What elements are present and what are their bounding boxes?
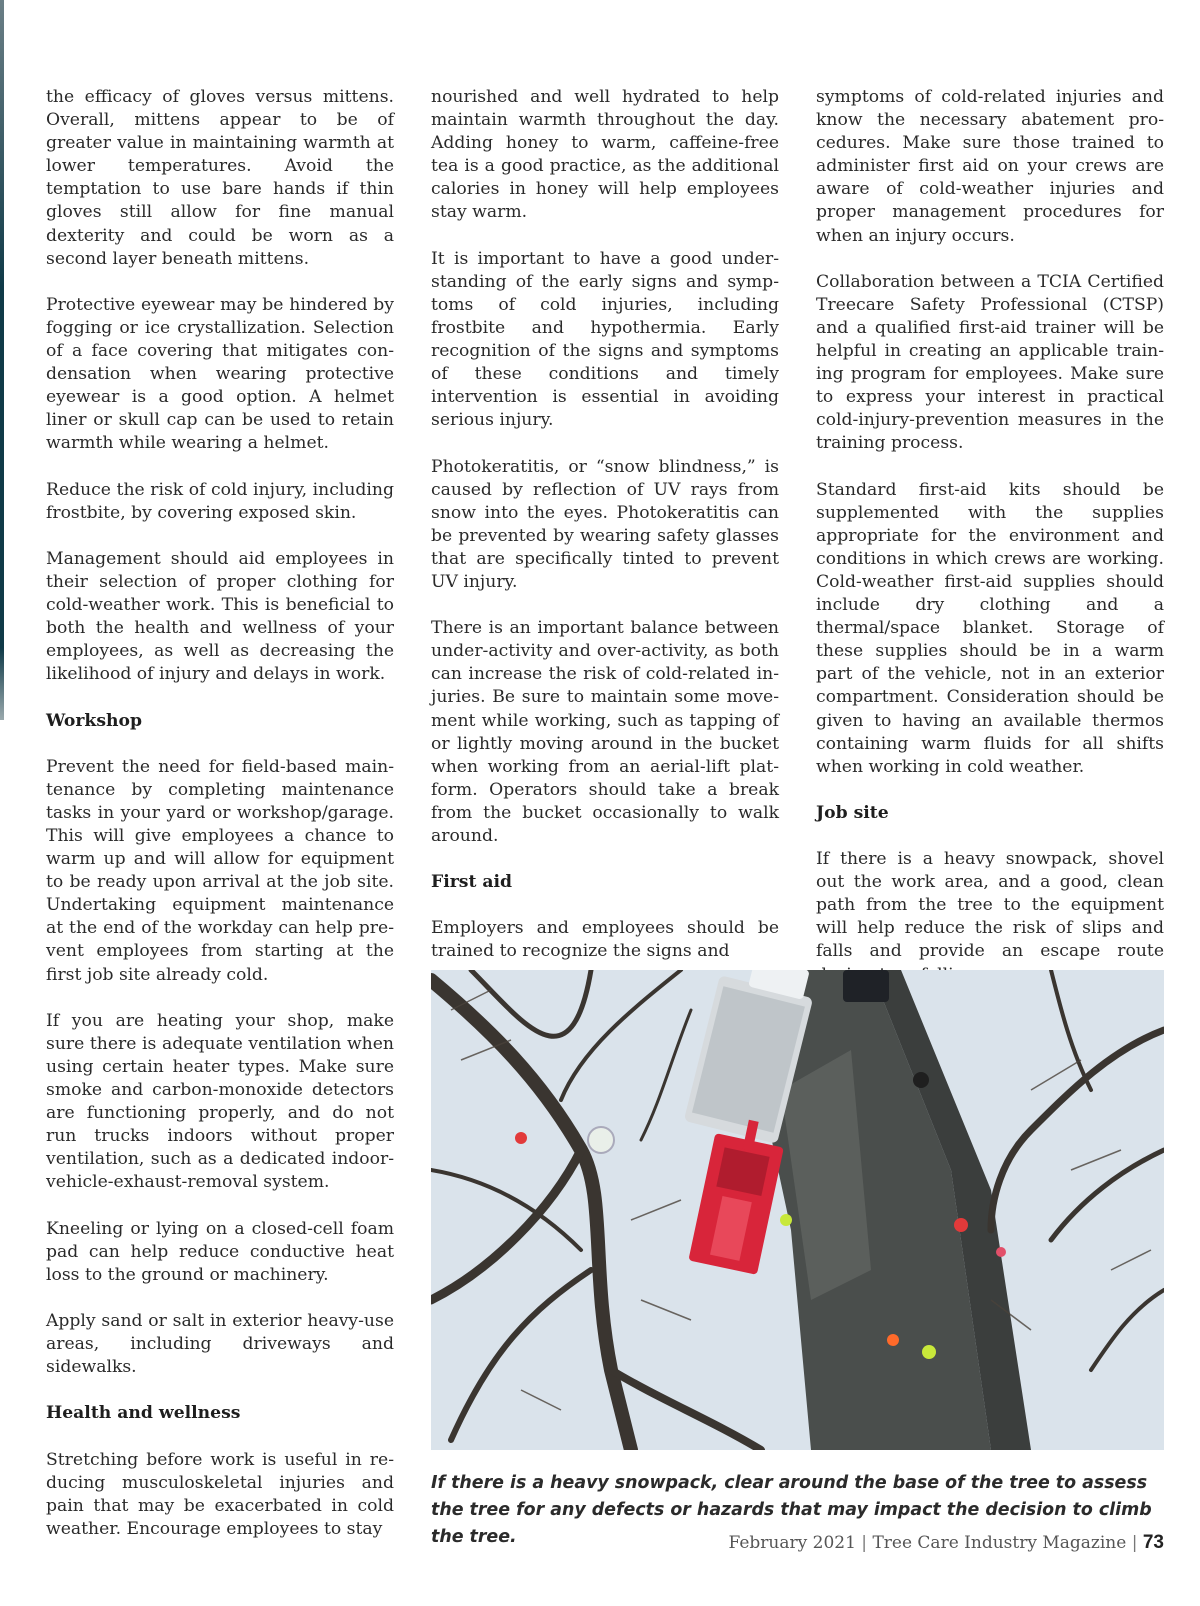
section-heading: Health and wellness [46,1403,241,1424]
worker-dark-coat [913,1072,929,1088]
body-paragraph: Stretching before work is useful in reducing musculoskeletal injuries and pain that may be exacerbated in cold weather. Encourage employees to stay [46,1449,394,1539]
body-paragraph: Apply sand or salt in exterior heavy-use areas, including driveways and sidewalks. [46,1310,394,1378]
body-paragraph: nourished and well hydrated to help maintain warmth throughout the day. Adding honey to warm, caffeine-free tea is a good practice, as the additional calories in honey will help employees stay warm. [431,87,779,223]
column-2 [431,86,779,987]
footer-separator-1: | [861,1533,868,1553]
safety-cone-2 [954,1218,968,1232]
body-paragraph: Standard first-aid kits should be supplemented with the supplies appropriate for the environment and conditions in which crews are working. Cold-weather first-aid supplies should include dry clothing and a thermal/space blanket. Storage of these supplies should be in a warm part of the vehicle, not in an exterior compartment. Consideration should be given to having an available thermos containing warm fluids for all shifts when working in cold weather. [816,479,1164,777]
body-paragraph: Photokeratitis, or “snow blindness,” is caused by reflection of UV rays from snow into the eyes. Photokeratitis can be prevented by wearing safety glasses that are specifically tinted to prevent UV injury. [431,456,779,592]
aerial-tree-removal-photo [431,970,1164,1450]
page-number: 73 [1142,1532,1164,1553]
worker-2 [887,1334,899,1346]
body-paragraph: It is important to have a good understanding of the early signs and symptoms of cold injuries, including frostbite and hypothermia. Early recognition of the signs and symptoms of these conditions and timely intervention is essential in avoiding serious injury. [431,248,779,431]
page-edge-strip [0,0,4,720]
body-paragraph: Prevent the need for field-based maintenance by completing maintenance tasks in your yard or workshop/garage. This will give employees a chance to warm up and will allow for equipment to be ready upon arrival at the job site. Undertaking equipment maintenance at the end of the workday can help prevent employees from starting at the first job site already cold. [46,756,394,985]
body-paragraph: Management should aid employees in their selection of proper clothing for cold-weather work. This is beneficial to both the health and wellness of your employees, as well as decreasing the likelihood of injury and delays in work. [46,548,394,685]
section-heading: Workshop [46,710,142,731]
footer-issue-date: February 2021 [728,1533,856,1553]
parked-car [843,970,889,1002]
body-paragraph: Protective eyewear may be hindered by fogging or ice crystallization. Selection of a face covering that mitigates condensation when wearing protective eyewear is a good option. A helmet liner or skull cap can be used to retain warmth while wearing a helmet. [46,294,394,454]
body-paragraph: the efficacy of gloves versus mittens. Overall, mittens appear to be of greater value in maintaining warmth at lower temperatures. Avoid the temptation to use bare hands if thin gloves still allow for fine manual dexterity and could be worn as a second layer beneath mittens. [46,87,394,269]
worker-1 [780,1214,792,1226]
footer-magazine-name: Tree Care Industry Magazine [872,1533,1127,1553]
body-paragraph: Kneeling or lying on a closed-cell foam pad can help reduce conductive heat loss to the ground or machinery. [46,1218,394,1285]
body-paragraph: Reduce the risk of cold injury, including frostbite, by covering exposed skin. [46,479,394,523]
photo-caption: If there is a heavy snowpack, clear around the base of the tree to assess the tree for any defects or hazards that may impact the decision to climb the tree. [431,1473,1152,1547]
column-3 [816,86,1164,1010]
body-paragraph: There is an important balance between under-activity and over-activity, as both can increase the risk of cold-related injuries. Be sure to maintain some movement while working, such as tapping of or lightly moving around in the bucket when working from an aerial-lift platform. Operators should take a break from the bucket occasionally to walk around. [431,618,779,846]
tree-stump-wrap [588,1127,614,1153]
column-1 [46,86,394,1564]
body-paragraph: Collaboration between a TCIA Certified Treecare Safety Professional (CTSP) and a qualified first-aid trainer will be helpful in creating an applicable training program for employees. Make sure to express your interest in practical cold-injury-prevention measures in the training process. [816,271,1164,454]
section-heading: First aid [431,872,513,893]
safety-cone-3 [996,1247,1006,1257]
body-paragraph: If there is a heavy snowpack, shovel out the work area, and a good, clean path from the tree to the equipment will help reduce the risk of slips and falls and provide an escape route [816,849,1164,962]
section-heading: Job site [816,802,889,823]
worker-3 [922,1345,936,1359]
body-paragraph: Employers and employees should be trained to recognize the signs and [431,918,779,962]
body-paragraph: symptoms of cold-related injuries and know the necessary abatement procedures. Make sure those trained to administer first aid on your crews are aware of cold-weather injuries and proper management procedures for when an injury occurs. [816,87,1164,246]
footer-separator-2: | [1131,1533,1138,1553]
page-footer [728,1532,1164,1554]
safety-cone-1 [515,1132,527,1144]
body-paragraph: If you are heating your shop, make sure there is adequate ventilation when using certain heater types. Make sure smoke and carbon-monoxide detectors are functioning properly, and do not run trucks indoors without proper ventilation, such as a dedicated indoor-vehicle-exhaust-removal system. [46,1010,394,1193]
photo-illustration [431,970,1164,1450]
